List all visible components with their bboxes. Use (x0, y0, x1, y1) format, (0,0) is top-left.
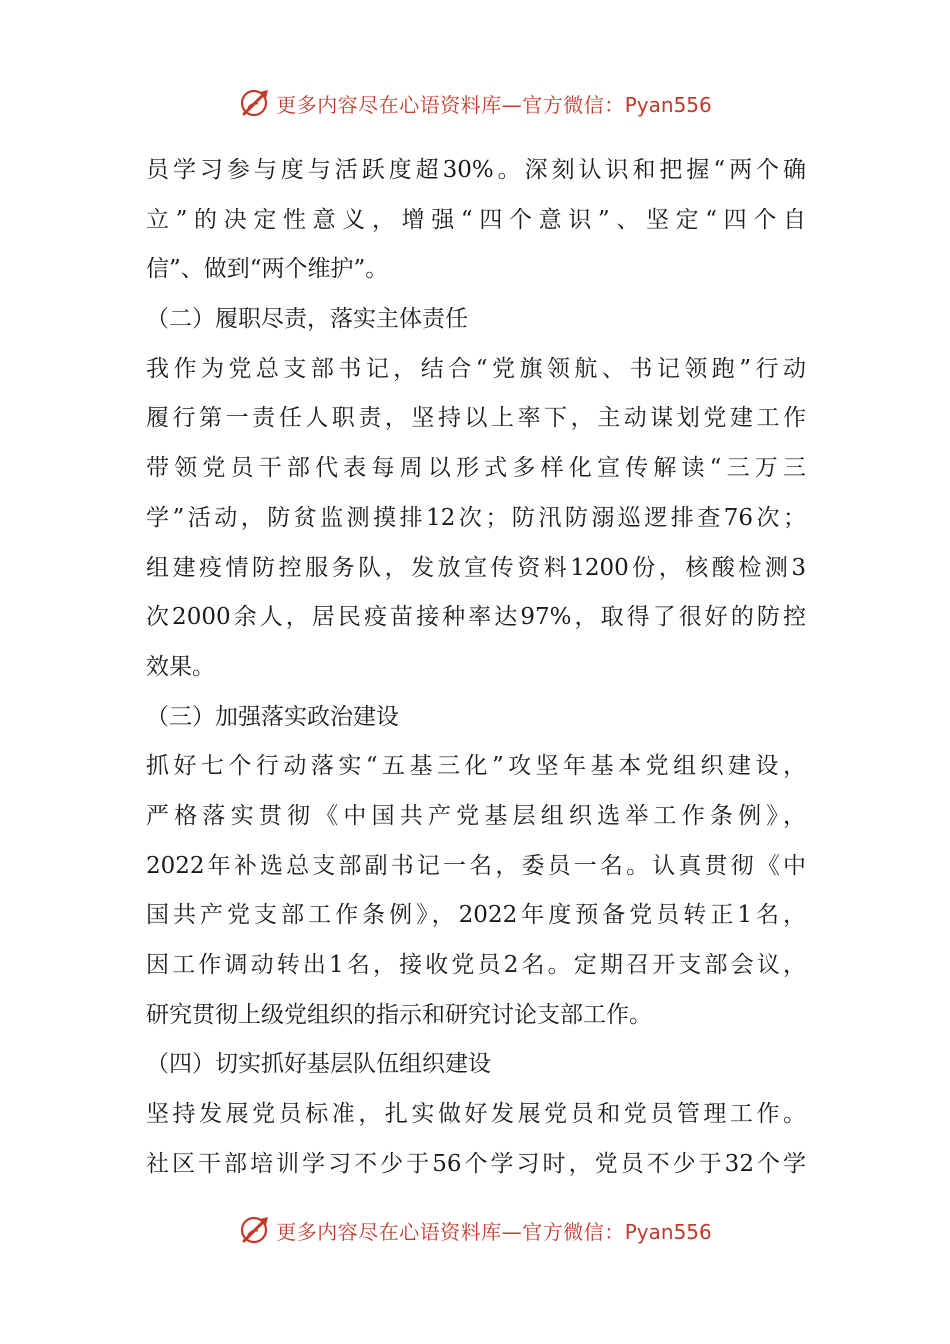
watermark-text: 更多内容尽在心语资料库—官方微信：Pyan556 (276, 92, 712, 117)
text-line: 员学习参与度与活跃度超30%。深刻认识和把握“两个确 (146, 157, 806, 183)
watermark-wechat-id: Pyan556 (624, 92, 712, 117)
text-line: 社区干部培训学习不少于56个学习时，党员不少于32个学 (146, 1150, 806, 1177)
text-line: 学”活动，防贫监测摸排12次；防汛防溺巡逻排查76次； (146, 504, 806, 531)
watermark-text: 更多内容尽在心语资料库—官方微信：Pyan556 (276, 1219, 712, 1244)
watermark-wechat-id: Pyan556 (624, 1219, 712, 1244)
text-line: 抓好七个行动落实“五基三化”攻坚年基本党组织建设， (146, 753, 806, 780)
header-watermark (0, 83, 950, 123)
text-line: 研究贯彻上级党组织的指示和研究讨论支部工作。 (146, 1001, 652, 1028)
text-line: 国共产党支部工作条例》，2022年度预备党员转正1名， (146, 902, 806, 929)
text-line: 我作为党总支部书记，结合“党旗领航、书记领跑”行动 (146, 355, 806, 382)
footer-watermark (0, 1210, 950, 1250)
text-line: 坚持发展党员标准，扎实做好发展党员和党员管理工作。 (146, 1101, 806, 1128)
text-line: （二）履职尽责，落实主体责任 (146, 306, 468, 333)
text-line: 带领党员干部代表每周以形式多样化宣传解读“三万三 (146, 455, 806, 482)
text-line: 2022年补选总支部副书记一名，委员一名。认真贯彻《中 (146, 852, 806, 879)
document-body (146, 146, 806, 1189)
text-line: 严格落实贯彻《中国共产党基层组织选举工作条例》， (146, 802, 806, 829)
text-line: 次2000余人，居民疫苗接种率达97%，取得了很好的防控 (146, 604, 806, 631)
pen-logo-icon (238, 1213, 272, 1247)
text-line: 效果。 (146, 653, 215, 680)
pen-logo-icon (238, 86, 272, 120)
text-line: 信”、做到“两个维护”。 (146, 256, 389, 283)
text-line: （四）切实抓好基层队伍组织建设 (146, 1051, 491, 1078)
text-line: 履行第一责任人职责，坚持以上率下，主动谋划党建工作 (146, 405, 806, 432)
text-line: 因工作调动转出1名，接收党员2名。定期召开支部会议， (146, 952, 806, 978)
text-line: 组建疫情防控服务队，发放宣传资料1200份，核酸检测3 (146, 554, 806, 581)
text-line: 立”的决定性意义，增强“四个意识”、坚定“四个自 (146, 206, 806, 233)
text-line: （三）加强落实政治建设 (146, 703, 399, 730)
